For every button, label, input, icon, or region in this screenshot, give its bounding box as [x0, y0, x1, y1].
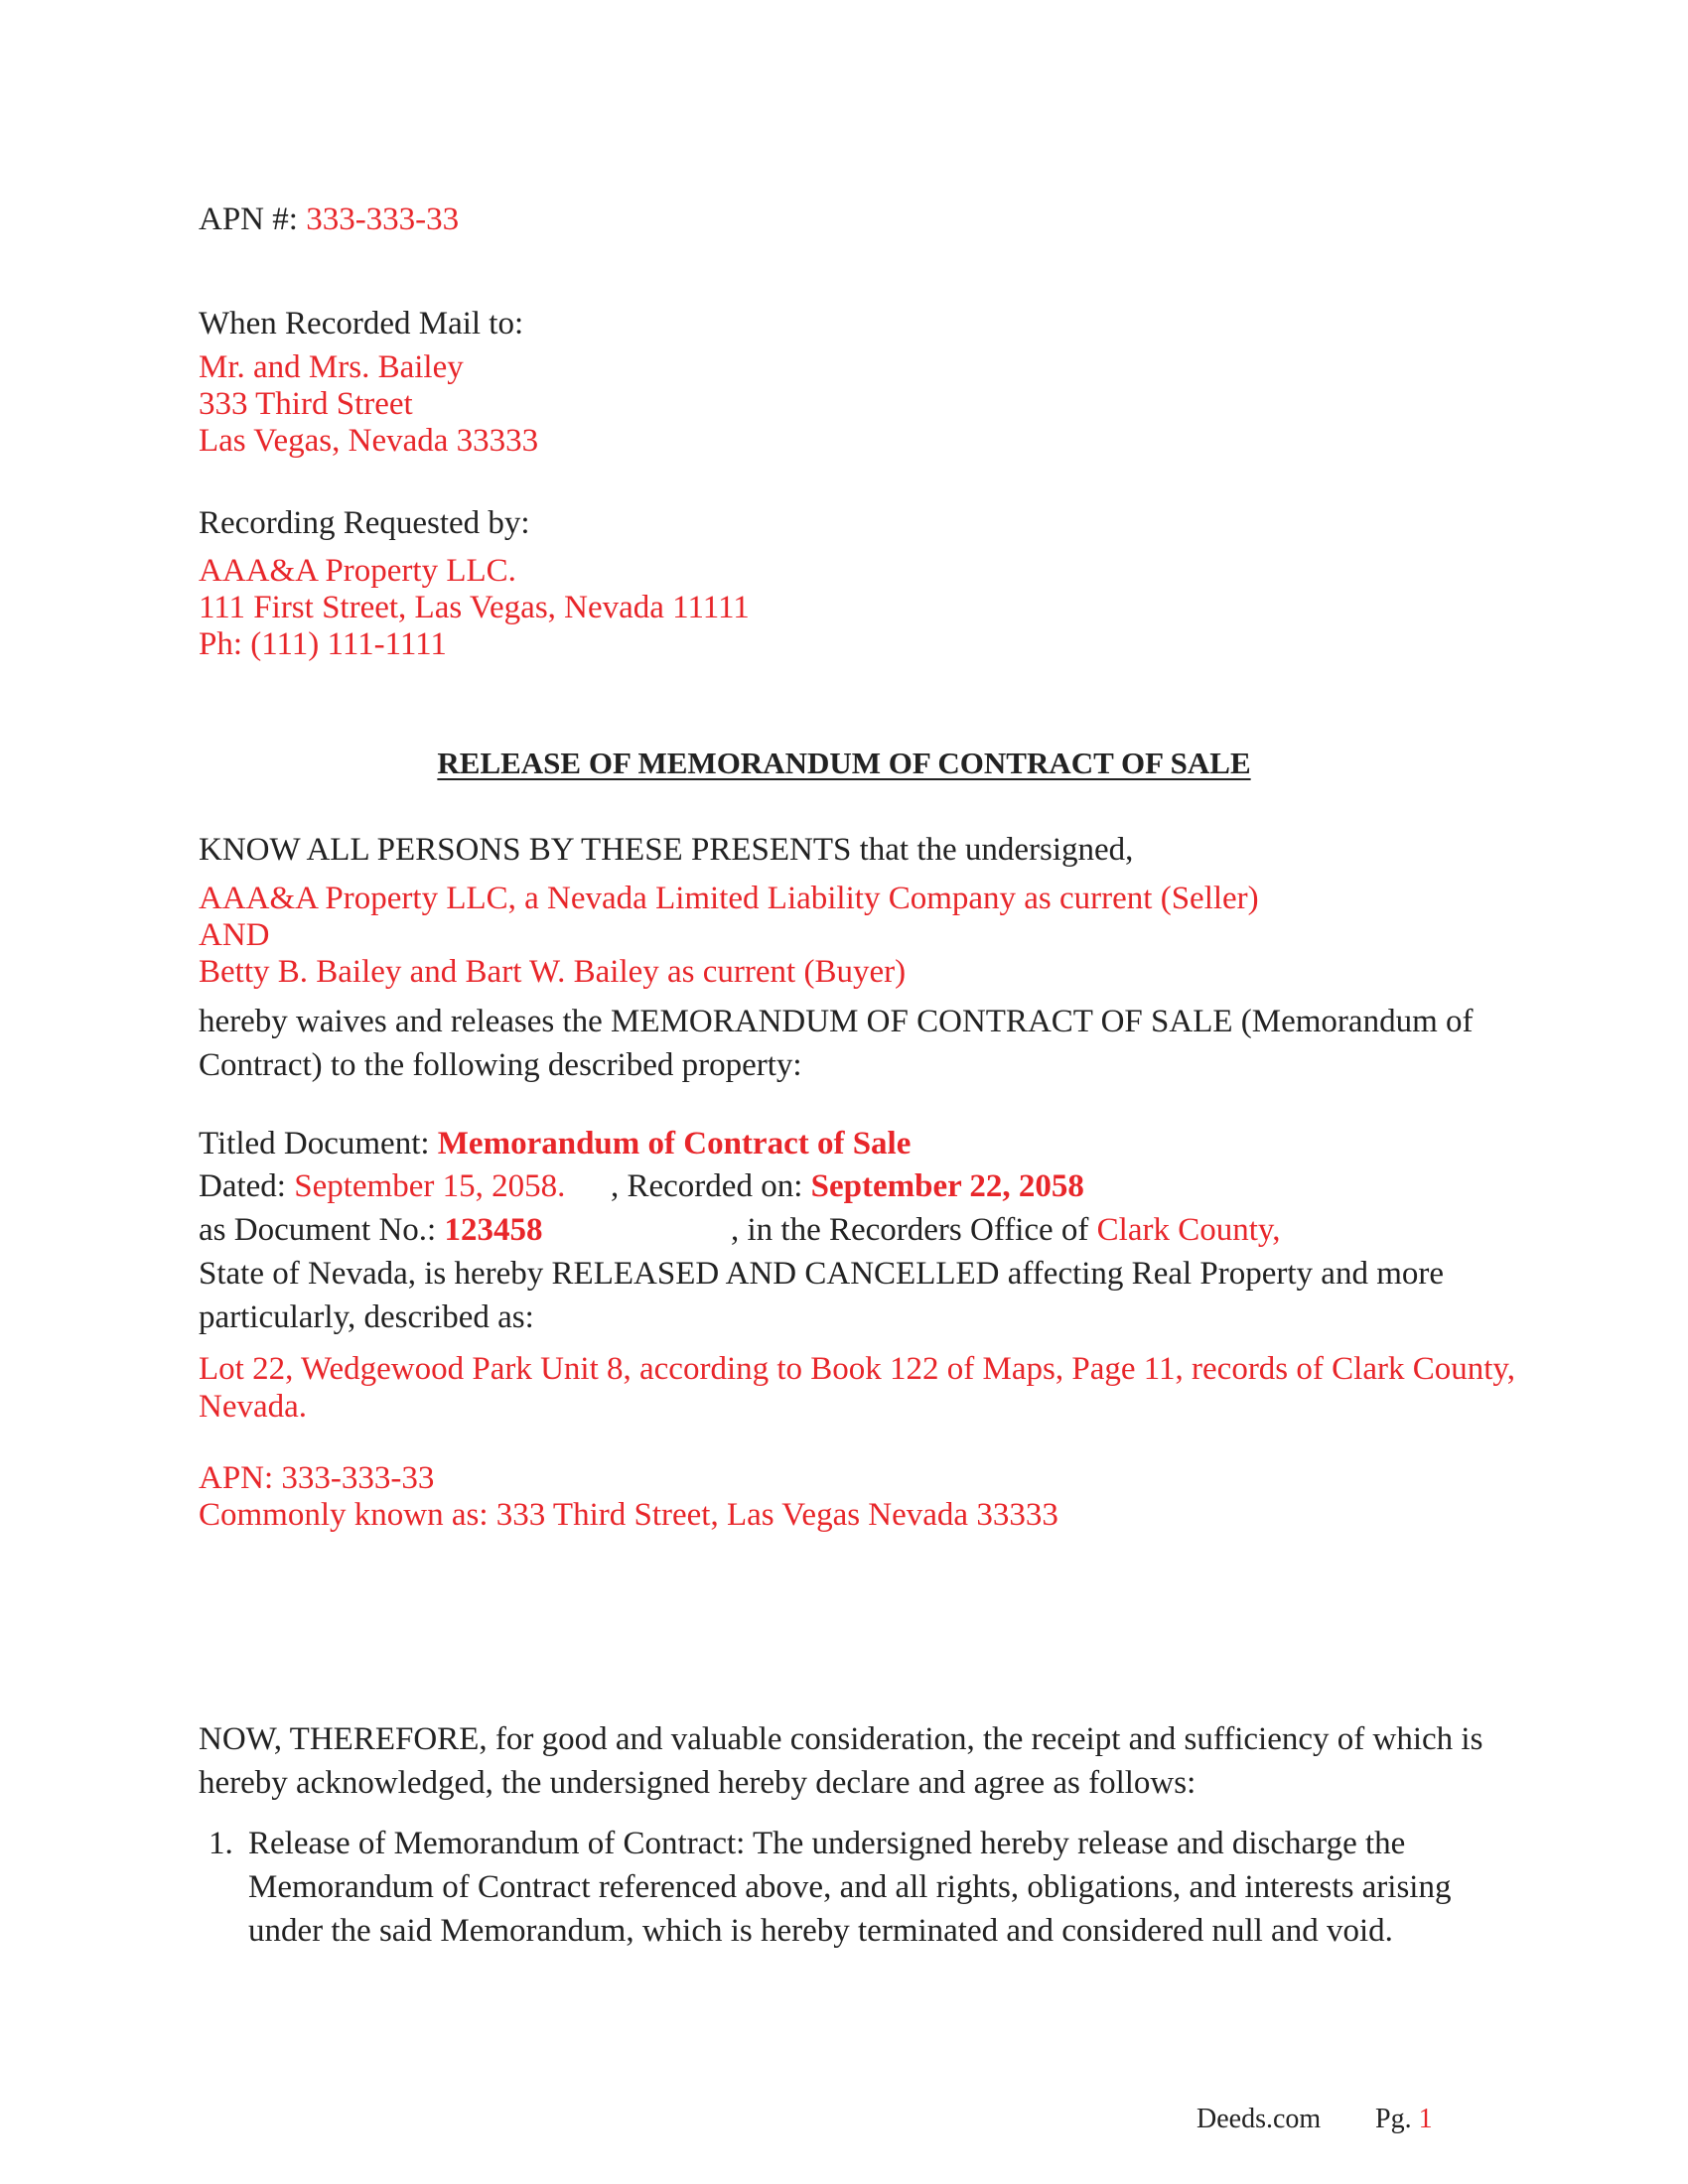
apn-label: APN #:	[199, 202, 298, 237]
dated-label-row	[199, 1167, 565, 1205]
footer-page	[1375, 2103, 1433, 2136]
clause-text: Release of Memorandum of Contract: The undersigned hereby release and discharge the Memorandum of Contract referenced above, and all rights, obligations, and interests arising under the said Memorandum, which is hereby terminated and considered null and void.	[248, 1826, 1452, 1949]
requested-by-address: 111 First Street, Las Vegas, Nevada 11111	[199, 590, 750, 625]
office-row	[731, 1211, 1281, 1249]
apn-value: 333-333-33	[306, 202, 460, 237]
requested-by-phone: Ph: (111) 111-1111	[199, 626, 447, 662]
intro-buyer: Betty B. Bailey and Bart W. Bailey as current (Buyer)	[199, 954, 907, 990]
intro-and: AND	[199, 917, 270, 953]
intro-lead: KNOW ALL PERSONS BY THESE PRESENTS that the undersigned,	[199, 832, 1134, 868]
recorded-value: September 22, 2058	[810, 1168, 1084, 1204]
property-common-address: Commonly known as: 333 Third Street, Las Vegas Nevada 33333	[199, 1497, 1058, 1533]
recorded-row	[611, 1167, 1084, 1205]
state-text: State of Nevada, is hereby RELEASED AND CANCELLED affecting Real Property and more particularly, described as:	[199, 1256, 1444, 1335]
dated-value: September 15, 2058.	[294, 1168, 566, 1204]
mail-to-label: When Recorded Mail to:	[199, 306, 524, 341]
dated-label: Dated:	[199, 1168, 286, 1204]
legal-description: Lot 22, Wedgewood Park Unit 8, according to Book 122 of Maps, Page 11, records of Clark County, Nevada.	[199, 1351, 1515, 1425]
footer-source: Deeds.com	[1196, 2104, 1322, 2134]
clause-number: 1.	[209, 1826, 233, 1861]
apn-header	[199, 201, 459, 238]
mail-to-name: Mr. and Mrs. Bailey	[199, 349, 464, 385]
office-label: , in the Recorders Office of	[731, 1212, 1089, 1248]
mail-to-street: 333 Third Street	[199, 386, 413, 422]
footer-page-number: 1	[1418, 2104, 1433, 2134]
county-value: Clark County,	[1096, 1212, 1281, 1248]
requested-by-company: AAA&A Property LLC.	[199, 553, 516, 589]
recorded-label: , Recorded on:	[611, 1168, 803, 1204]
docno-label: as Document No.:	[199, 1212, 437, 1248]
intro-seller: AAA&A Property LLC, a Nevada Limited Liability Company as current (Seller)	[199, 881, 1259, 916]
titled-document-value: Memorandum of Contract of Sale	[437, 1126, 912, 1161]
property-apn: APN: 333-333-33	[199, 1460, 435, 1496]
therefore-paragraph: NOW, THEREFORE, for good and valuable consideration, the receipt and sufficiency of which is hereby acknowledged, the undersigned hereby declare and agree as follows:	[199, 1721, 1483, 1801]
titled-document-label: Titled Document:	[199, 1126, 430, 1161]
requested-by-label: Recording Requested by:	[199, 505, 530, 541]
docno-row	[199, 1211, 542, 1249]
document-title: RELEASE OF MEMORANDUM OF CONTRACT OF SALE	[437, 746, 1251, 780]
docno-value: 123458	[444, 1212, 543, 1248]
footer-page-label: Pg.	[1375, 2104, 1412, 2134]
mail-to-city: Las Vegas, Nevada 33333	[199, 423, 539, 459]
intro-waiver: hereby waives and releases the MEMORANDUM OF CONTRACT OF SALE (Memorandum of Contract) to the following described property:	[199, 1004, 1474, 1083]
titled-document-row	[199, 1125, 911, 1162]
